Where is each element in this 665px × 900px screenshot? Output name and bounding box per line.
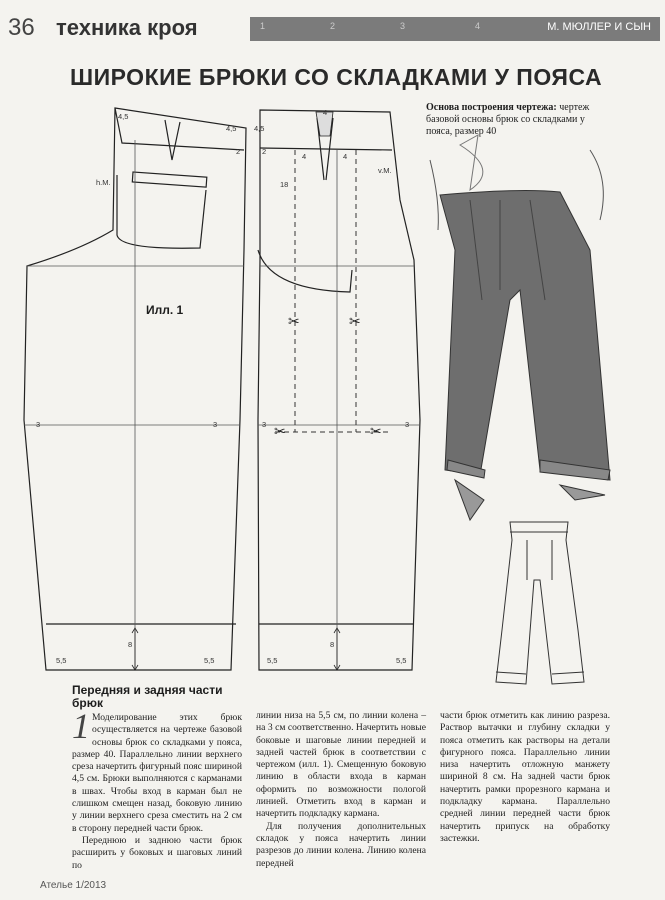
ruler-mark: 2 bbox=[330, 21, 336, 31]
caption-bold: Основа построения чертежа: bbox=[426, 102, 557, 113]
dim-label: 3 bbox=[262, 420, 267, 429]
dim-label: 3 bbox=[405, 420, 410, 429]
dim-label: 8 bbox=[330, 640, 335, 649]
text-column-3 bbox=[440, 710, 610, 845]
dim-label: 5,5 bbox=[396, 656, 407, 665]
dim-label: 18 bbox=[280, 180, 289, 189]
dim-label: 4,5 bbox=[118, 112, 129, 121]
scissors-icon: ✂ bbox=[370, 425, 382, 440]
dim-label: 8 bbox=[128, 640, 133, 649]
scissors-icon: ✂ bbox=[349, 315, 361, 330]
caption-text: чертеж базовой основы брюк со складками у пояса, размер 40 bbox=[426, 102, 590, 137]
paragraph: Моделирование этих брюк осуществляется на чертеже базовой основы брюк со складками у пояса, размер 40. Параллельно линии верхнего среза начертить фигурный пояс шириной 4,5 см. Брюки выполняются с карманами в швах. Чтобы вход в карман был не слишком смещен назад, боковую линию у линии верхнего среза сместить на 2 см в сторону передней части брюк. bbox=[72, 712, 242, 834]
scissors-icon: ✂ bbox=[288, 315, 300, 330]
paragraph: Переднюю и заднюю части брюк расширить у боковых и шаговых линий по bbox=[72, 834, 242, 871]
author-label: М. МЮЛЛЕР И СЫН bbox=[547, 21, 651, 33]
drop-cap: 1 bbox=[72, 706, 90, 746]
page-footer: Ателье 1/2013 bbox=[40, 880, 107, 891]
dim-label: 2 bbox=[262, 147, 267, 156]
dim-label: 4 bbox=[343, 152, 348, 161]
text-column-2 bbox=[256, 710, 426, 870]
dim-label: v.M. bbox=[378, 166, 392, 175]
text-column-1 bbox=[72, 706, 242, 872]
dim-label: 2 bbox=[236, 147, 241, 156]
dim-label: 3 bbox=[36, 420, 41, 429]
dim-label: 5,5 bbox=[56, 656, 67, 665]
scissors-icon: ✂ bbox=[274, 425, 286, 440]
dim-label: 5,5 bbox=[267, 656, 278, 665]
page-number: 36 bbox=[8, 14, 35, 41]
dim-label: 4 bbox=[302, 152, 307, 161]
fashion-illustration bbox=[430, 135, 610, 520]
front-piece-outline bbox=[258, 110, 420, 670]
article-subheading: Передняя и задняя части брюк bbox=[72, 683, 223, 710]
dim-label: 4 bbox=[323, 108, 328, 117]
ruler-mark: 3 bbox=[400, 21, 406, 31]
paragraph: части брюк отметить как линию разреза. Раствор вытачки и глубину складки у пояса отметить как растворы на детали фигурного пояса. Параллельно линии низа начертить отложную манжету шириной 8 см. На задней части брюк начертить рамки прорезного кармана и подкладку кармана. Параллельно средней линии передней части брюк начертить припуск на обработку застежки. bbox=[440, 710, 610, 844]
dim-label: 4,5 bbox=[254, 124, 265, 133]
paragraph: линии низа на 5,5 см, по линии колена – на 3 см соответственно. Начертить новые боковые и шаговые линии передней и задней частей брюк в соответствии с чертежом (илл. 1). Смещенную боковую линию в области входа в карман оформить по возможности пологой линией. Отметить вход в карман и начертить подкладку кармана. bbox=[256, 710, 426, 820]
dim-label: 5,5 bbox=[204, 656, 215, 665]
paragraph: Для получения дополнительных складок у пояса начертить линии разрезов до линии колена. Линию колена передней bbox=[256, 820, 426, 869]
dim-label: 4,5 bbox=[226, 124, 237, 133]
section-title: техника кроя bbox=[56, 15, 198, 40]
page-header bbox=[0, 14, 665, 44]
illustration-label: Илл. 1 bbox=[146, 303, 184, 317]
ruler-mark: 4 bbox=[475, 21, 481, 31]
flat-sketch bbox=[496, 522, 584, 684]
dim-label: h.M. bbox=[96, 178, 111, 187]
ruler-mark: 1 bbox=[260, 21, 266, 31]
dim-label: 3 bbox=[213, 420, 218, 429]
page-title: ШИРОКИЕ БРЮКИ СО СКЛАДКАМИ У ПОЯСА bbox=[70, 64, 603, 90]
